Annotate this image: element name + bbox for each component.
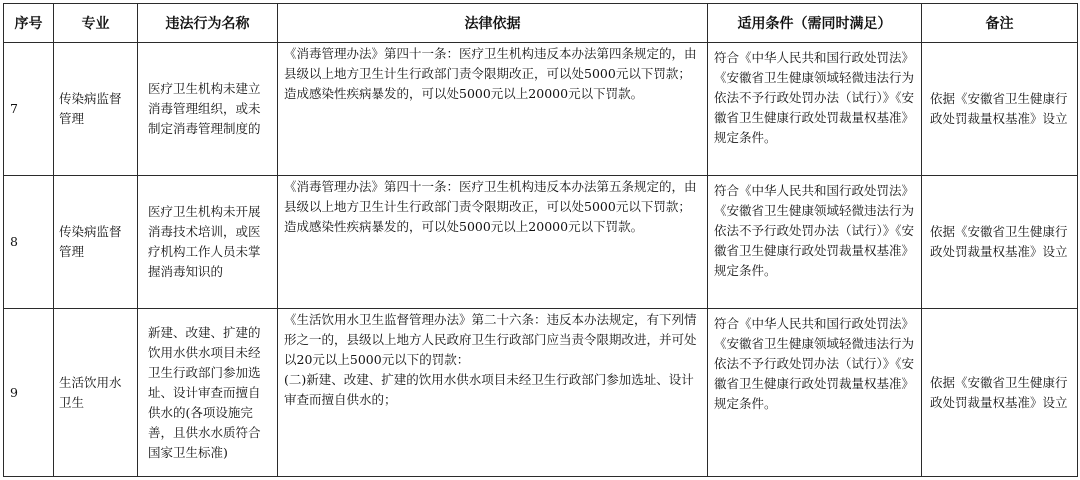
cell-remarks: 依据《安徽省卫生健康行政处罚裁量权基准》设立: [922, 309, 1078, 477]
table-header-row: [4, 4, 1078, 43]
header-seq: 序号: [4, 4, 54, 43]
table-row: [4, 176, 1078, 309]
cell-seq: 7: [4, 43, 54, 176]
cell-remarks: 依据《安徽省卫生健康行政处罚裁量权基准》设立: [922, 43, 1078, 176]
cell-conditions: 符合《中华人民共和国行政处罚法》《安徽省卫生健康领域轻微违法行为依法不予行政处罚办法（试行）》《安徽省卫生健康行政处罚裁量权基准》规定条件。: [708, 43, 922, 176]
legal-basis-text: 《生活饮用水卫生监督管理办法》第二十六条：违反本办法规定，有下列情形之一的，县级以上地方人民政府卫生行政部门应当责令限期改进，并可处以20元以上5000元以下的罚款：: [284, 312, 697, 367]
table-row: [4, 43, 1078, 176]
cell-specialty: 传染病监督管理: [54, 43, 138, 176]
header-remarks: 备注: [922, 4, 1078, 43]
header-violation: 违法行为名称: [138, 4, 278, 43]
cell-violation: 医疗卫生机构未开展消毒技术培训，或医疗机构工作人员未掌握消毒知识的: [138, 176, 278, 309]
cell-legal-basis: 《消毒管理办法》第四十一条：医疗卫生机构违反本办法第五条规定的，由县级以上地方卫生计生行政部门责令限期改正，可以处5000元以下罚款；造成感染性疾病暴发的，可以处5000元以上20000元以下罚款。: [278, 176, 708, 309]
cell-violation: 新建、改建、扩建的饮用水供水项目未经卫生行政部门参加选址、设计审查而擅自供水的(各项设施完善，且供水水质符合国家卫生标准): [138, 309, 278, 477]
cell-remarks: 依据《安徽省卫生健康行政处罚裁量权基准》设立: [922, 176, 1078, 309]
cell-specialty: 传染病监督管理: [54, 176, 138, 309]
table-row: [4, 309, 1078, 477]
cell-conditions: 符合《中华人民共和国行政处罚法》《安徽省卫生健康领域轻微违法行为依法不予行政处罚办法（试行）》《安徽省卫生健康行政处罚裁量权基准》规定条件。: [708, 176, 922, 309]
regulation-table: [3, 3, 1078, 477]
regulation-table-container: [3, 3, 1078, 477]
cell-seq: 9: [4, 309, 54, 477]
cell-specialty: 生活饮用水卫生: [54, 309, 138, 477]
cell-conditions: 符合《中华人民共和国行政处罚法》《安徽省卫生健康领域轻微违法行为依法不予行政处罚办法（试行）》《安徽省卫生健康行政处罚裁量权基准》规定条件。: [708, 309, 922, 477]
header-conditions: 适用条件（需同时满足）: [708, 4, 922, 43]
cell-legal-basis: 《消毒管理办法》第四十一条：医疗卫生机构违反本办法第四条规定的，由县级以上地方卫生计生行政部门责令限期改正，可以处5000元以下罚款；造成感染性疾病暴发的，可以处5000元以上20000元以下罚款。: [278, 43, 708, 176]
header-specialty: 专业: [54, 4, 138, 43]
cell-violation: 医疗卫生机构未建立消毒管理组织，或未制定消毒管理制度的: [138, 43, 278, 176]
header-legal-basis: 法律依据: [278, 4, 708, 43]
cell-legal-basis: [278, 309, 708, 477]
cell-seq: 8: [4, 176, 54, 309]
legal-basis-item: (二)新建、改建、扩建的饮用水供水项目未经卫生行政部门参加选址、设计审查而擅自供水的；: [284, 372, 694, 407]
